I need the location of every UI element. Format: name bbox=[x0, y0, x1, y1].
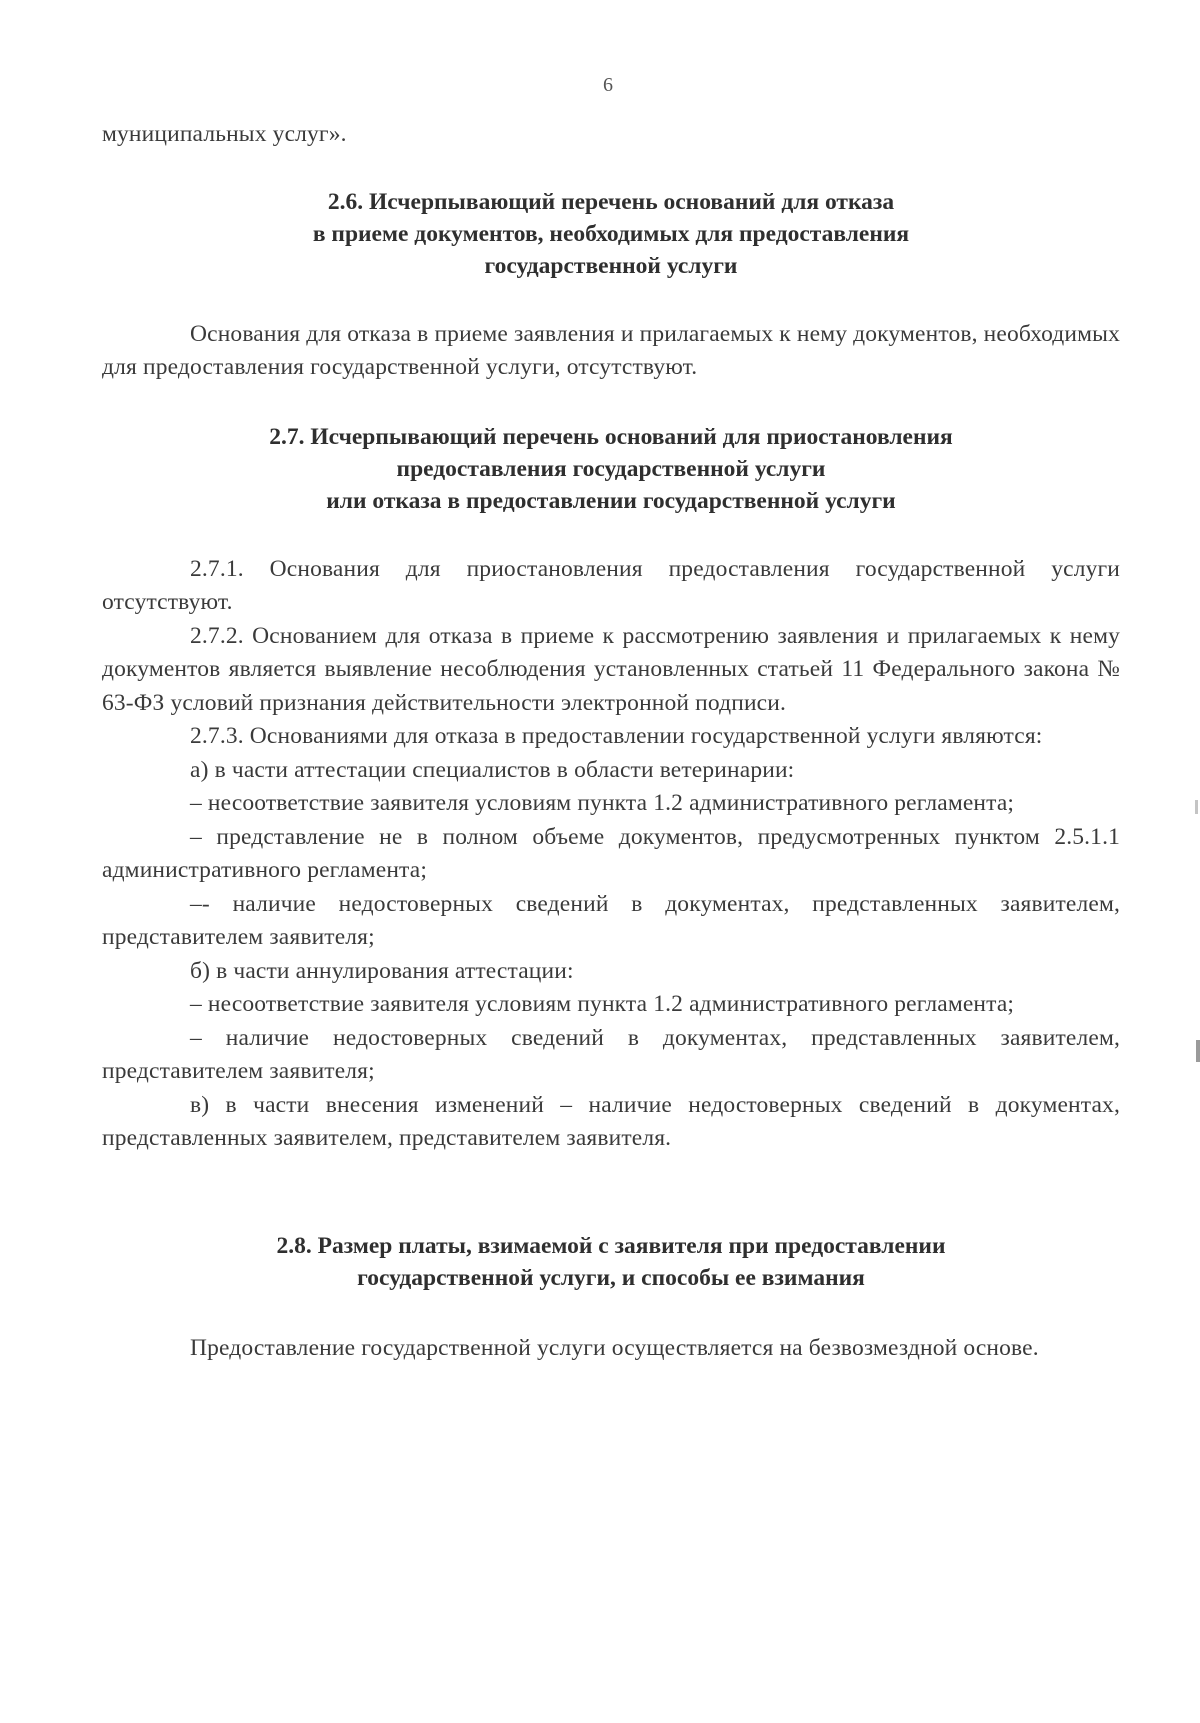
heading-line: 2.6. Исчерпывающий перечень оснований для отказа bbox=[327, 188, 895, 215]
document-body bbox=[102, 118, 1120, 1365]
heading-line: 2.8. Размер платы, взимаемой с заявителя при предоставлении bbox=[276, 1232, 946, 1259]
paragraph-2-7-1: 2.7.1. Основания для приостановления предоставления государственной услуги отсутствуют. bbox=[102, 555, 1120, 615]
heading-line: или отказа в предоставлении государственной услуги bbox=[326, 487, 896, 514]
subpoint-a: а) в части аттестации специалистов в области ветеринарии: bbox=[190, 756, 795, 783]
heading-line: 2.7. Исчерпывающий перечень оснований для приостановления bbox=[269, 423, 953, 450]
list-item: –- наличие недостоверных сведений в документах, представленных заявителем, представителем заявителя; bbox=[102, 890, 1120, 950]
heading-line: предоставления государственной услуги bbox=[396, 455, 826, 482]
heading-line: государственной услуги bbox=[484, 252, 738, 279]
section-2-6-heading bbox=[102, 186, 1120, 282]
section-2-8-paragraph: Предоставление государственной услуги осуществляется на безвозмездной основе. bbox=[190, 1334, 1039, 1361]
page-number: 6 bbox=[603, 74, 613, 96]
opening-fragment: муниципальных услуг». bbox=[102, 121, 347, 147]
section-2-6-paragraph: Основания для отказа в приеме заявления и прилагаемых к нему документов, необходимых для предоставления государственной услуги, отсутствуют. bbox=[102, 320, 1120, 380]
subpoint-b: б) в части аннулирования аттестации: bbox=[190, 957, 574, 984]
heading-line: в приеме документов, необходимых для предоставления bbox=[312, 220, 910, 247]
section-2-8-heading bbox=[102, 1230, 1120, 1294]
paragraph-2-7-3: 2.7.3. Основаниями для отказа в предоставлении государственной услуги являются: bbox=[190, 723, 1043, 749]
list-item: – несоответствие заявителя условиям пункта 1.2 административного регламента; bbox=[190, 790, 1015, 816]
paragraph-2-7-2: 2.7.2. Основанием для отказа в приеме к рассмотрению заявления и прилагаемых к нему документов является выявление несоблюдения установленных статьей 11 Федерального закона № 63-ФЗ условий признания действительности электронной подписи. bbox=[102, 622, 1120, 716]
subpoint-v: в) в части внесения изменений – наличие недостоверных сведений в документах, представленных заявителем, представителем заявителя. bbox=[102, 1091, 1120, 1151]
heading-line: государственной услуги, и способы ее взимания bbox=[357, 1264, 865, 1291]
list-item: – наличие недостоверных сведений в документах, представленных заявителем, представителем заявителя; bbox=[102, 1024, 1120, 1084]
list-item: – несоответствие заявителя условиям пункта 1.2 административного регламента; bbox=[190, 991, 1015, 1017]
scan-edge-mark bbox=[1196, 1040, 1200, 1062]
scan-edge-mark bbox=[1195, 800, 1198, 814]
list-item: – представление не в полном объеме документов, предусмотренных пунктом 2.5.1.1 административного регламента; bbox=[102, 823, 1120, 883]
section-2-7-heading bbox=[102, 421, 1120, 517]
